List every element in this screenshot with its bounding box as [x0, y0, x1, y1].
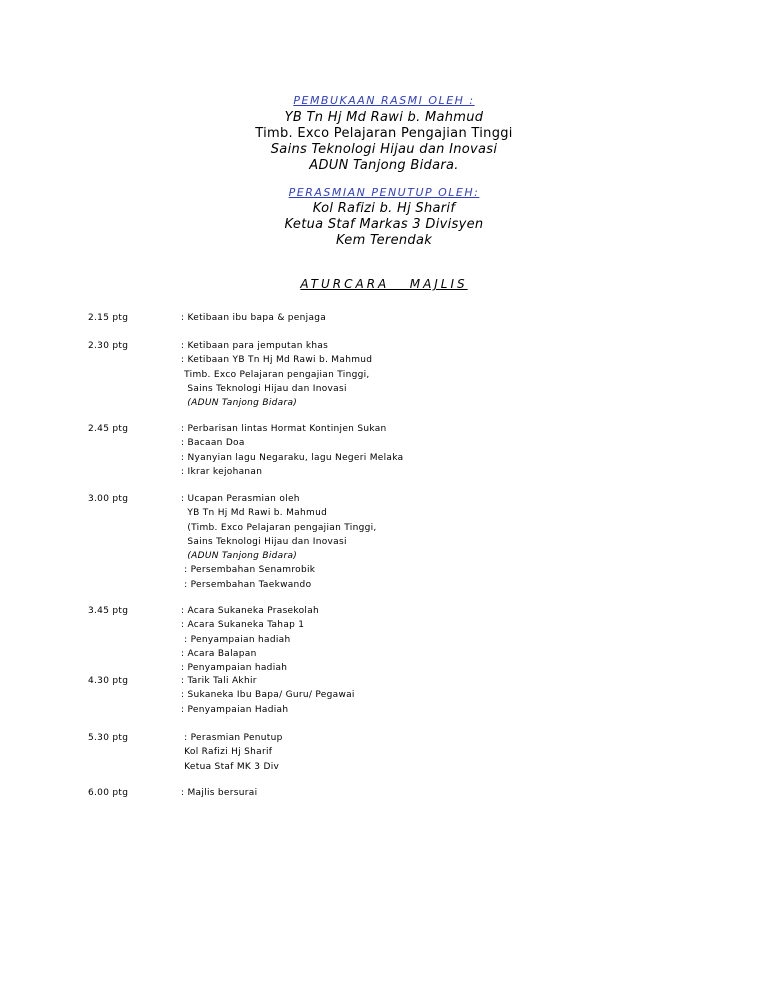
schedule-item: : Ikrar kejohanan	[181, 466, 263, 477]
schedule-time: 6.00 ptg	[88, 788, 129, 798]
opening-line: Sains Teknologi Hijau dan Inovasi	[270, 142, 498, 157]
schedule-item: Timb. Exco Pelajaran pengajian Tinggi,	[181, 369, 370, 380]
opening-section	[0, 93, 768, 174]
schedule-item: (Timb. Exco Pelajaran pengajian Tinggi,	[181, 522, 377, 533]
closing-line: Ketua Staf Markas 3 Divisyen	[284, 217, 484, 232]
schedule-item: : Tarik Tali Akhir	[181, 676, 257, 686]
opening-heading-colon: :	[464, 94, 475, 107]
schedule-item: Ketua Staf MK 3 Div	[181, 761, 280, 772]
schedule-time: 3.45 ptg	[88, 606, 129, 616]
schedule-items	[181, 422, 681, 479]
schedule-item: : Acara Sukaneka Prasekolah	[181, 606, 320, 616]
schedule-items	[181, 492, 681, 592]
schedule-item: (ADUN Tanjong Bidara)	[181, 551, 298, 562]
schedule-item: : Persembahan Taekwando	[181, 579, 312, 590]
opening-line: YB Tn Hj Md Rawi b. Mahmud	[284, 110, 484, 125]
schedule-items	[181, 311, 681, 325]
closing-line: Kem Terendak	[335, 233, 433, 248]
schedule-item: : Penyampaian hadiah	[181, 634, 291, 645]
schedule-item: : Sukaneka Ibu Bapa/ Guru/ Pegawai	[181, 690, 355, 701]
schedule-item: : Majlis bersurai	[181, 788, 258, 798]
schedule-item: : Acara Sukaneka Tahap 1	[181, 620, 305, 631]
opening-line: ADUN Tanjong Bidara.	[309, 158, 459, 173]
schedule-item: : Penyampaian hadiah	[181, 663, 288, 674]
opening-line: Timb. Exco Pelajaran Pengajian Tinggi	[255, 126, 513, 141]
schedule-items	[181, 339, 681, 410]
schedule-items	[181, 604, 681, 675]
schedule-item: : Ketibaan YB Tn Hj Md Rawi b. Mahmud	[181, 355, 373, 366]
schedule-item: : Ketibaan ibu bapa & penjaga	[181, 313, 327, 323]
closing-section	[0, 185, 768, 249]
opening-heading-label: PEMBUKAAN RASMI OLEH	[293, 94, 465, 107]
schedule-time: 2.45 ptg	[88, 424, 129, 434]
schedule-item: : Penyampaian Hadiah	[181, 704, 289, 715]
program-title: ATURCARA MAJLIS	[300, 277, 468, 291]
schedule-time: 2.30 ptg	[88, 341, 129, 351]
schedule-item: (ADUN Tanjong Bidara)	[181, 398, 298, 409]
schedule-items	[181, 731, 681, 774]
schedule-item: Sains Teknologi Hijau dan Inovasi	[181, 536, 347, 547]
schedule-time: 3.00 ptg	[88, 494, 129, 504]
schedule-item: : Ketibaan para jemputan khas	[181, 341, 329, 351]
program-title-wrap	[0, 276, 768, 292]
schedule-time: 5.30 ptg	[88, 733, 129, 743]
schedule-item: : Nyanyian lagu Negaraku, lagu Negeri Melaka	[181, 452, 404, 463]
schedule-time: 4.30 ptg	[88, 676, 129, 686]
schedule-item: : Ucapan Perasmian oleh	[181, 494, 300, 504]
schedule-items	[181, 786, 681, 800]
closing-line: Kol Rafizi b. Hj Sharif	[312, 201, 456, 216]
schedule-item: : Perbarisan lintas Hormat Kontinjen Sukan	[181, 424, 387, 434]
schedule-item: Sains Teknologi Hijau dan Inovasi	[181, 383, 347, 394]
schedule-item: Kol Rafizi Hj Sharif	[181, 747, 273, 758]
schedule-item: : Perasmian Penutup	[181, 733, 283, 743]
schedule-items	[181, 674, 681, 717]
opening-heading	[0, 93, 768, 109]
closing-heading: PERASMIAN PENUTUP OLEH:	[288, 186, 480, 199]
schedule-time: 2.15 ptg	[88, 313, 129, 323]
schedule-item: : Persembahan Senamrobik	[181, 565, 316, 576]
schedule-item: : Acara Balapan	[181, 648, 257, 659]
schedule-item: YB Tn Hj Md Rawi b. Mahmud	[181, 508, 328, 519]
schedule-item: : Bacaan Doa	[181, 438, 245, 449]
